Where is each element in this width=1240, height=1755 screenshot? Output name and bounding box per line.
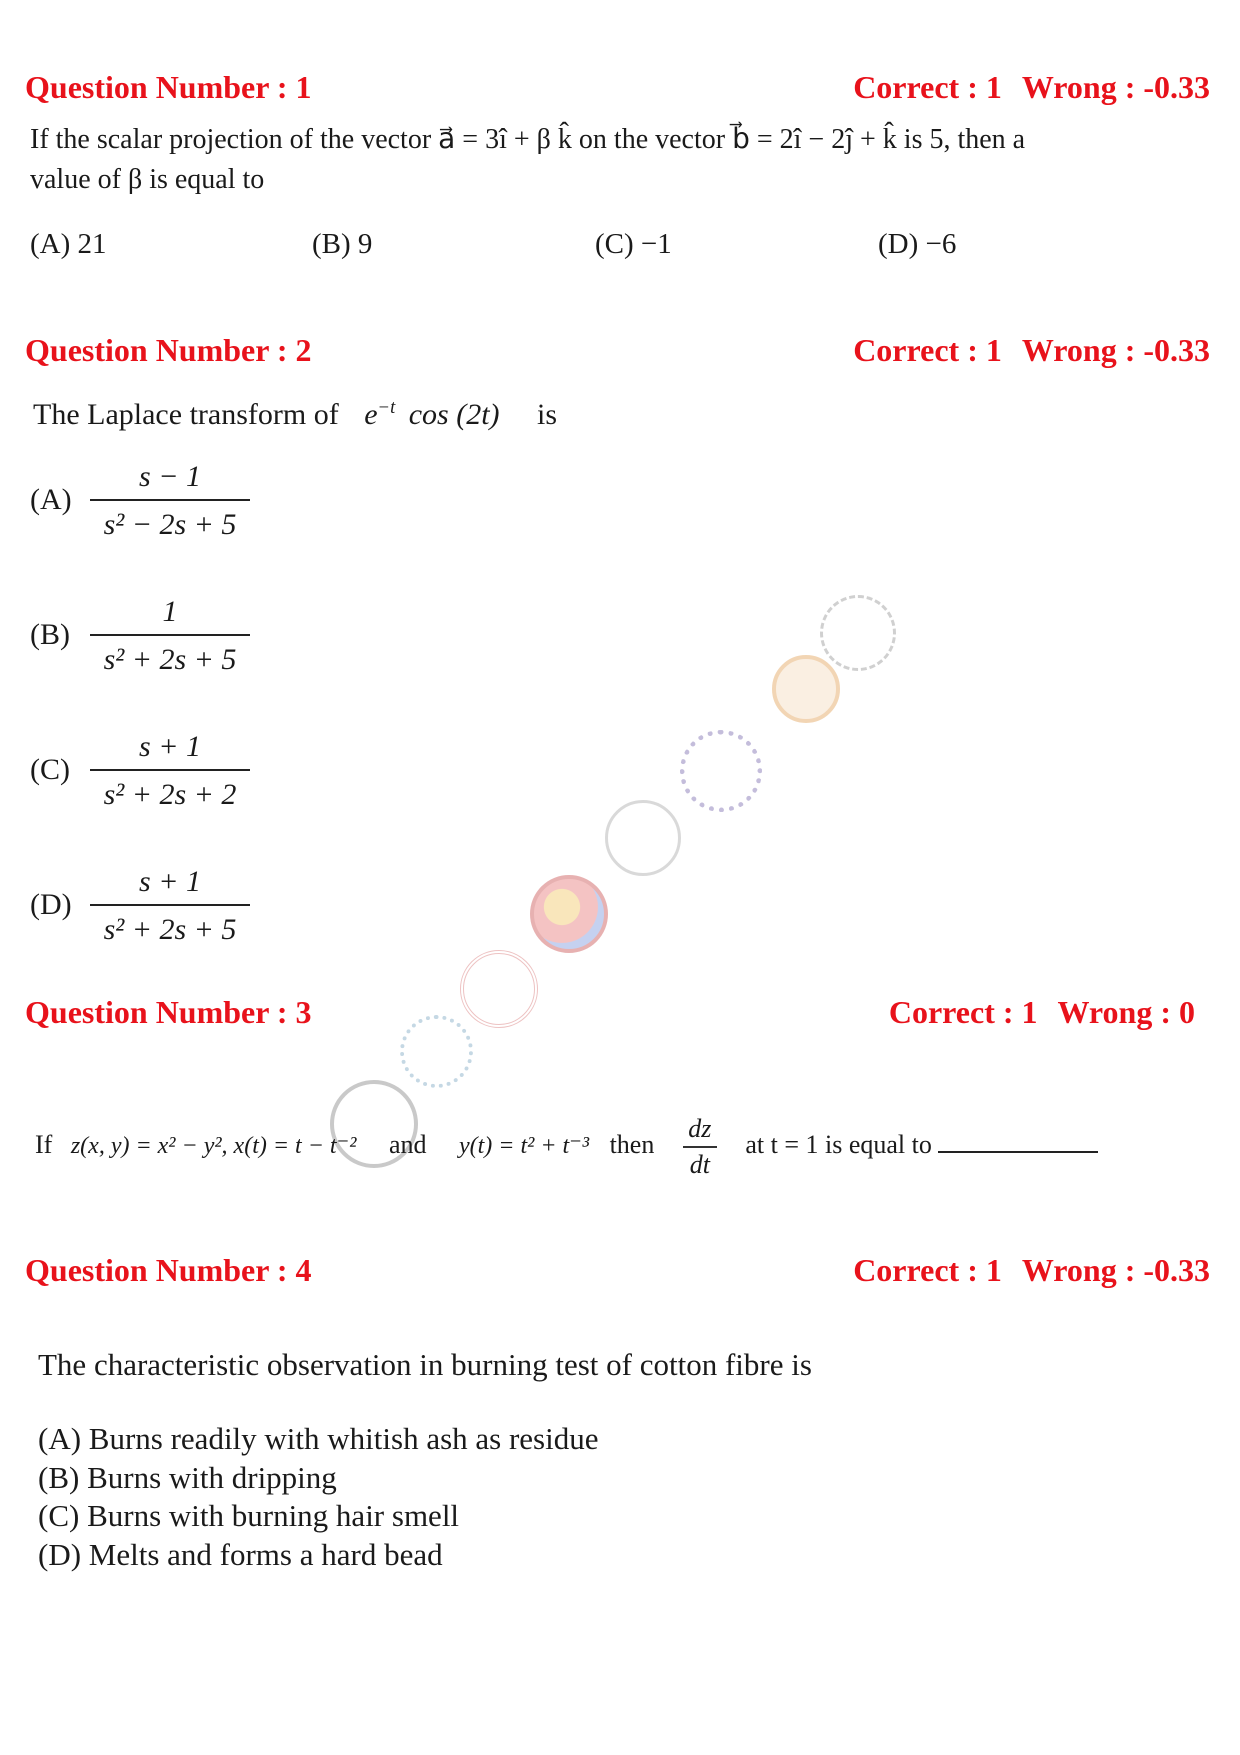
correct-marks: Correct : 1	[853, 1251, 1002, 1288]
marking-scheme	[853, 332, 1210, 369]
derivative-fraction	[683, 1114, 717, 1180]
option-label: (B)	[30, 618, 70, 651]
wrong-marks: Wrong : 0	[1057, 993, 1195, 1030]
question-stem: The characteristic observation in burning test of cotton fibre is	[38, 1347, 812, 1382]
correct-marks: Correct : 1	[853, 68, 1002, 105]
stem-line: If the scalar projection of the vector a⃗ = 3î + β k̂ on the vector b⃗ = 2î − 2ĵ + k̂ is 5, then a	[30, 124, 1026, 155]
fraction	[90, 455, 250, 545]
option-c[interactable]: (C) Burns with burning hair smell	[38, 1498, 460, 1533]
marking-scheme	[889, 994, 1195, 1031]
watermark-gear-icon	[680, 730, 762, 812]
stem-line: value of β is equal to	[30, 164, 265, 195]
option-a[interactable]: (A) 21	[30, 228, 107, 260]
question-header	[25, 992, 1195, 1032]
option-b[interactable]: (B) Burns with dripping	[38, 1459, 337, 1495]
watermark-yinyang-icon	[530, 875, 608, 953]
option-label: (A)	[30, 483, 72, 516]
question-number: Question Number : 3	[25, 993, 312, 1030]
marking-scheme	[853, 1252, 1210, 1289]
watermark-emblem-icon	[772, 655, 840, 723]
denominator: s² − 2s + 5	[103, 508, 237, 541]
stem-y-definition: y(t) = t² + t⁻³	[458, 1133, 590, 1159]
fraction	[90, 860, 250, 950]
correct-marks: Correct : 1	[853, 331, 1002, 368]
option-d[interactable]: (D) Melts and forms a hard bead	[38, 1536, 443, 1572]
stem-end: is	[537, 398, 558, 431]
question-header	[25, 67, 1210, 107]
fraction-bar	[683, 1146, 717, 1148]
marking-scheme	[853, 69, 1210, 106]
denominator: s² + 2s + 2	[103, 778, 237, 811]
question-stem	[35, 1110, 1098, 1181]
denominator: s² + 2s + 5	[103, 643, 237, 676]
stem-at: at t = 1 is equal to	[745, 1130, 932, 1159]
stem-and: and	[388, 1130, 427, 1159]
option-c[interactable]: (C) −1	[595, 228, 672, 260]
numerator: s + 1	[139, 865, 201, 898]
question-header	[25, 330, 1210, 370]
question-stem	[33, 388, 557, 435]
wrong-marks: Wrong : -0.33	[1021, 1251, 1210, 1288]
question-number: Question Number : 1	[25, 68, 312, 105]
stem-expression: cos (2t)	[408, 398, 500, 431]
watermark-seal-icon	[820, 595, 896, 671]
question-header	[25, 1250, 1210, 1290]
option-label: (C)	[30, 753, 70, 786]
option-b[interactable]: (B) 9	[312, 228, 373, 260]
options-list	[38, 1420, 598, 1574]
question-number: Question Number : 4	[25, 1251, 312, 1288]
watermark-seal-icon	[605, 800, 681, 876]
stem-exponential: $e^{-t}$	[364, 397, 396, 431]
question-number: Question Number : 2	[25, 331, 312, 368]
correct-marks: Correct : 1	[888, 993, 1038, 1030]
option-d[interactable]: (D) −6	[878, 228, 957, 260]
option-a[interactable]: (A) Burns readily with whitish ash as residue	[38, 1421, 599, 1456]
fraction	[90, 590, 250, 680]
derivative-denominator: dt	[689, 1150, 710, 1180]
derivative-numerator: dz	[688, 1114, 712, 1144]
option-label: (D)	[30, 888, 72, 921]
wrong-marks: Wrong : -0.33	[1021, 68, 1210, 105]
numerator: s + 1	[139, 730, 201, 763]
numerator: s − 1	[139, 460, 201, 493]
stem-z-definition: z(x, y) = x² − y², x(t) = t − t⁻²	[70, 1133, 357, 1159]
wrong-marks: Wrong : -0.33	[1021, 331, 1210, 368]
answer-blank[interactable]	[938, 1123, 1098, 1153]
stem-if: If	[35, 1130, 53, 1159]
stem-text: The Laplace transform of	[33, 398, 339, 431]
question-stem	[30, 120, 1025, 200]
denominator: s² + 2s + 5	[103, 913, 237, 946]
numerator: 1	[162, 595, 178, 628]
stem-then: then	[609, 1130, 655, 1159]
fraction	[90, 725, 250, 815]
